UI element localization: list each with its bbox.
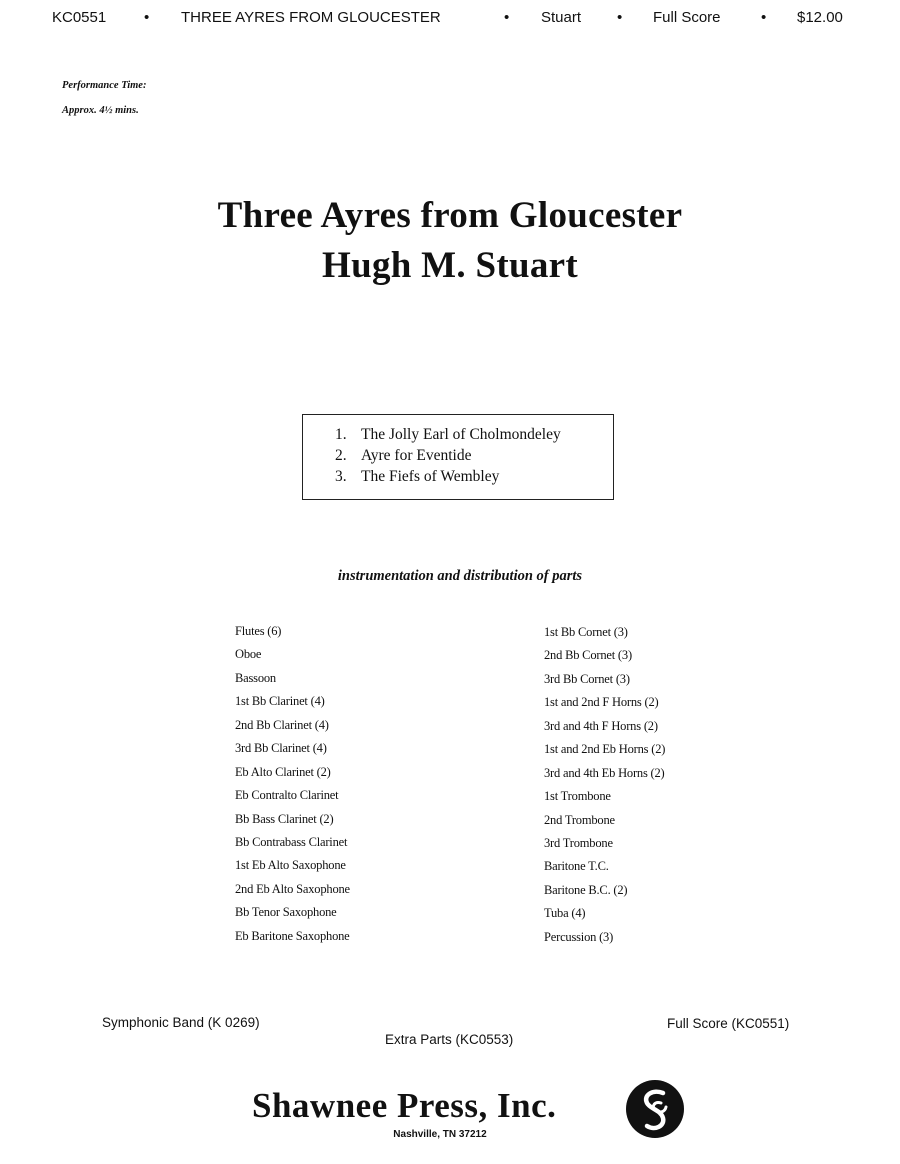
instrument-item: 3rd Trombone (544, 835, 613, 850)
composer-name: Hugh M. Stuart (321, 245, 579, 286)
instrument-item: Eb Baritone Saxophone (235, 928, 350, 943)
header-separator: • (144, 9, 150, 26)
publisher-name: Shawnee Press, Inc. (252, 1086, 557, 1125)
instrument-item: 1st and 2nd Eb Horns (2) (544, 742, 666, 757)
instrument-item: Baritone T.C. (544, 859, 609, 874)
performance-value: Approx. 4½ mins. (62, 105, 139, 116)
instrument-item: 3rd Bb Clarinet (4) (235, 741, 327, 756)
publisher-address: Nashville, TN 37212 (393, 1129, 487, 1140)
instrument-item: 1st Eb Alto Saxophone (235, 858, 346, 873)
movement-number: 1. (335, 426, 347, 443)
instrument-item: Oboe (235, 647, 262, 662)
header-composer: Stuart (541, 9, 582, 26)
instrument-item: 2nd Bb Clarinet (4) (235, 717, 329, 732)
instrument-item: 1st Trombone (544, 789, 611, 804)
header-catalog: KC0551 (52, 9, 107, 26)
instrument-item: 2nd Trombone (544, 812, 615, 827)
instrument-item: Baritone B.C. (2) (544, 882, 628, 897)
instrument-item: 1st and 2nd F Horns (2) (544, 695, 659, 710)
instrument-item: 2nd Bb Cornet (3) (544, 648, 632, 663)
instrument-item: Eb Alto Clarinet (2) (235, 764, 331, 779)
instrument-list-right (544, 621, 665, 949)
performance-label: Performance Time: (62, 80, 147, 91)
instrument-item: 3rd Bb Cornet (3) (544, 671, 630, 686)
instrument-item: 1st Bb Clarinet (4) (235, 694, 325, 709)
movement-name: Ayre for Eventide (361, 447, 472, 464)
movement-name: The Fiefs of Wembley (361, 468, 500, 485)
movement-name: The Jolly Earl of Cholmondeley (361, 426, 561, 443)
header-separator: • (761, 9, 767, 26)
instrument-item: Bb Tenor Saxophone (235, 905, 337, 920)
movement-number: 2. (335, 447, 347, 464)
movement-item (335, 426, 561, 444)
instrument-item: 2nd Eb Alto Saxophone (235, 881, 350, 896)
instrument-item: Eb Contralto Clarinet (235, 788, 339, 803)
instrument-item: Bb Bass Clarinet (2) (235, 811, 334, 826)
instrument-item: Bb Contrabass Clarinet (235, 834, 348, 849)
full-score-edition: Full Score (KC0551) (667, 1016, 790, 1031)
symphonic-band-edition: Symphonic Band (K 0269) (102, 1015, 260, 1030)
instrument-item: Percussion (3) (544, 929, 614, 944)
instrument-item: Flutes (6) (235, 624, 282, 638)
header-title: THREE AYRES FROM GLOUCESTER (181, 9, 441, 26)
instrument-item: 3rd and 4th Eb Horns (2) (544, 765, 665, 780)
header-price: $12.00 (797, 9, 843, 26)
movement-item (335, 447, 471, 465)
instrument-item: 1st Bb Cornet (3) (544, 625, 628, 639)
instrument-item: Bassoon (235, 670, 276, 685)
extra-parts-edition: Extra Parts (KC0553) (385, 1032, 514, 1047)
instrument-item: 3rd and 4th F Horns (2) (544, 718, 658, 733)
movement-number: 3. (335, 468, 347, 485)
header-separator: • (504, 9, 510, 26)
instrument-list-left (235, 620, 350, 948)
instrument-item: Tuba (4) (544, 906, 586, 921)
page-title: Three Ayres from Gloucester (217, 195, 683, 236)
movement-item (335, 468, 499, 486)
header-edition: Full Score (653, 9, 721, 26)
movements-box (302, 414, 614, 500)
instrumentation-heading: instrumentation and distribution of parts (337, 568, 583, 584)
header-separator: • (617, 9, 623, 26)
